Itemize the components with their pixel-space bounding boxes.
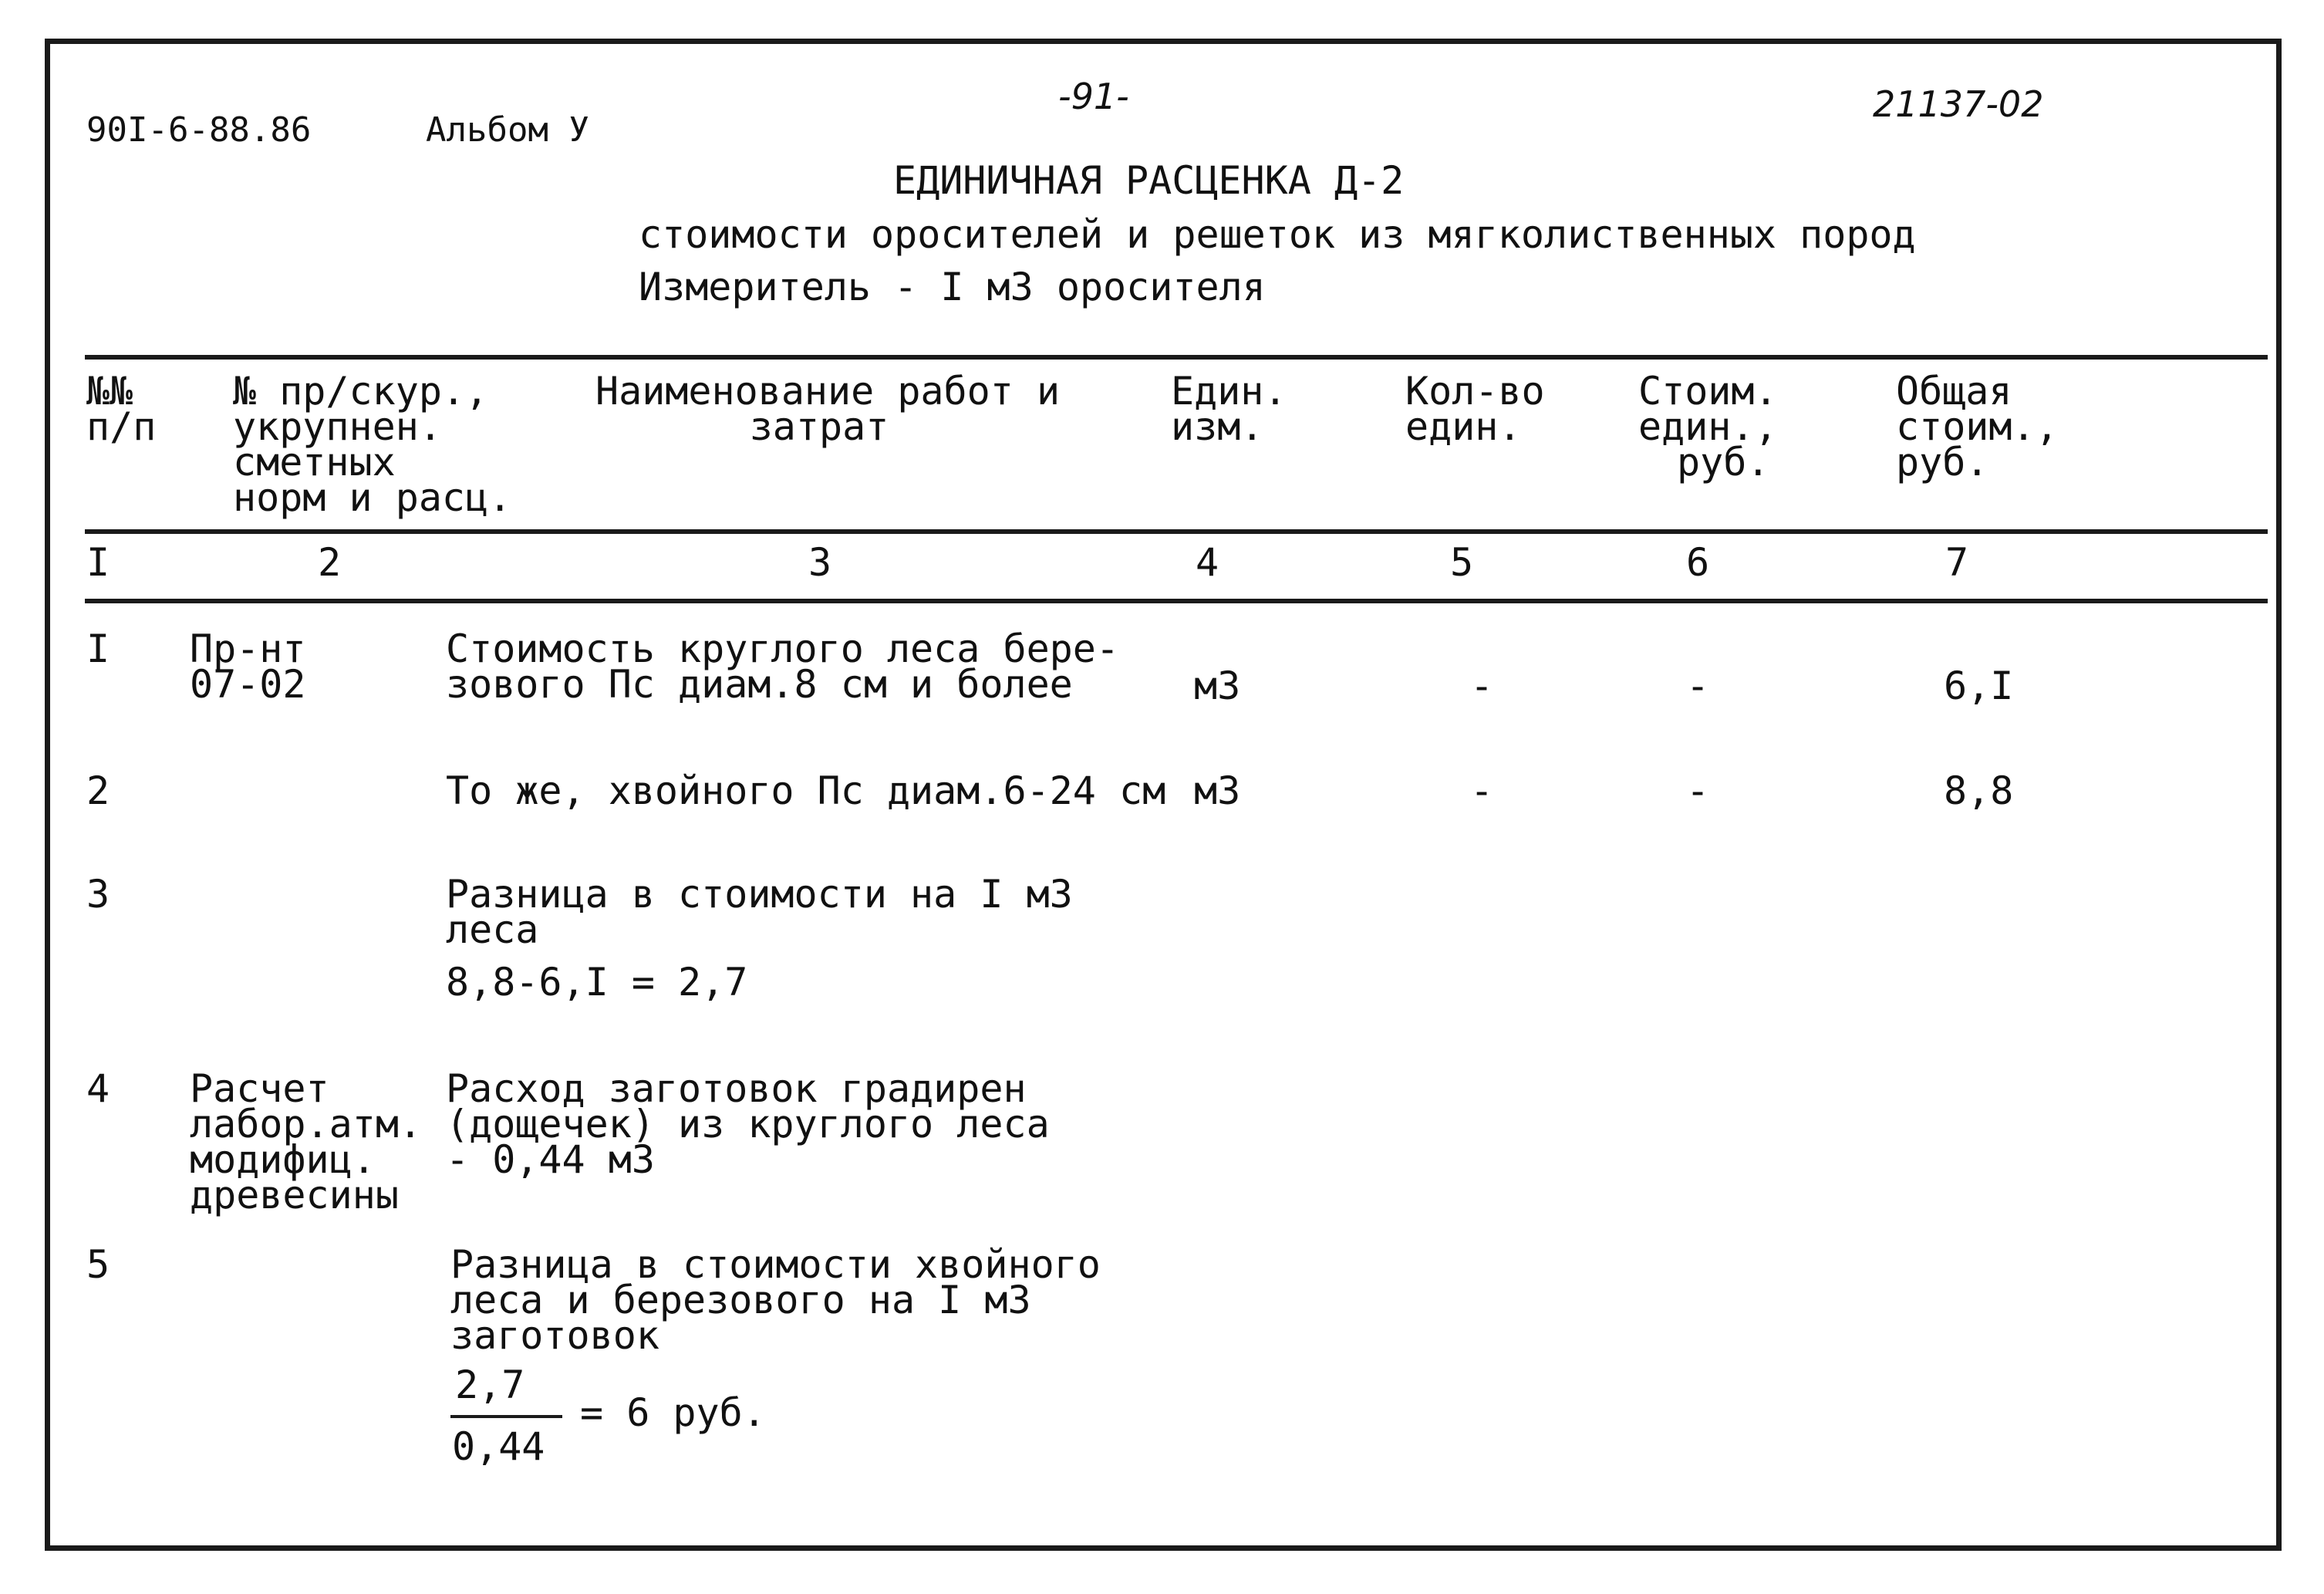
page-number: -91- bbox=[1058, 76, 1129, 117]
header-col-3: Наименование работ и затрат bbox=[595, 369, 1061, 449]
row-1-ref: Пр-нт 07-02 bbox=[190, 626, 306, 707]
row-3-name: Разница в стоимости на I м3 леса bbox=[446, 872, 1073, 952]
row-5-name: Разница в стоимости хвойного леса и березового на I м3 заготовок bbox=[450, 1242, 1101, 1358]
col-number-4: 4 bbox=[1196, 540, 1219, 585]
fraction-denominator: 0,44 bbox=[452, 1424, 545, 1469]
row-4-ref: Расчет лабор.атм. модифиц. древесины bbox=[190, 1066, 423, 1217]
header-col-7: Общая стоим., руб. bbox=[1896, 369, 2059, 485]
row-1-qty: - bbox=[1470, 664, 1494, 708]
row-1-total: 6,I bbox=[1944, 664, 2014, 708]
header-col-6: Стоим. един., руб. bbox=[1638, 369, 1778, 485]
row-2-num: 2 bbox=[86, 768, 110, 813]
col-number-7: 7 bbox=[1945, 540, 1969, 585]
row-5-num: 5 bbox=[86, 1242, 110, 1287]
fraction-bar bbox=[450, 1415, 562, 1418]
fraction-numerator: 2,7 bbox=[455, 1363, 525, 1407]
row-1-price: - bbox=[1686, 664, 1710, 708]
row-1-name: Стоимость круглого леса бере- зового Пс диам.8 см и более bbox=[446, 626, 1119, 707]
row-4-num: 4 bbox=[86, 1066, 110, 1111]
doc-title: ЕДИНИЧНАЯ РАСЦЕНКА Д-2 bbox=[893, 158, 1405, 203]
doc-code: 90I-6-88.86 bbox=[86, 110, 312, 150]
row-3-formula: 8,8-6,I = 2,7 bbox=[446, 960, 748, 1005]
header-bottom-rule bbox=[85, 529, 2268, 534]
table-top-rule bbox=[85, 355, 2268, 360]
col-number-3: 3 bbox=[808, 540, 832, 585]
header-col-2: № пр/скур., укрупнен. сметных норм и расц. bbox=[233, 369, 512, 520]
album-label: Альбом У bbox=[426, 110, 589, 150]
row-1-unit: м3 bbox=[1194, 664, 1241, 708]
row-3-num: 3 bbox=[86, 872, 110, 917]
row-2-total: 8,8 bbox=[1944, 768, 2014, 813]
col-number-2: 2 bbox=[318, 540, 342, 585]
col-number-5: 5 bbox=[1450, 540, 1474, 585]
doc-subtitle: стоимости оросителей и решеток из мягколиственных пород bbox=[639, 212, 1916, 257]
header-col-4: Един. изм. bbox=[1171, 369, 1287, 449]
row-1-num: I bbox=[86, 626, 110, 671]
reference-number: 21137-02 bbox=[1873, 83, 2044, 125]
fraction-result: = 6 руб. bbox=[580, 1390, 766, 1435]
col-number-6: 6 bbox=[1686, 540, 1710, 585]
header-col-1: №№ п/п bbox=[86, 369, 157, 449]
row-2-qty: - bbox=[1470, 768, 1494, 813]
row-2-name: То же, хвойного Пс диам.6-24 см bbox=[446, 768, 1166, 813]
row-4-name: Расход заготовок градирен (дощечек) из круглого леса - 0,44 м3 bbox=[446, 1066, 1050, 1182]
column-numbers-rule bbox=[85, 599, 2268, 603]
doc-measure: Измеритель - I м3 оросителя bbox=[639, 265, 1266, 309]
col-number-1: I bbox=[86, 540, 110, 585]
row-2-unit: м3 bbox=[1194, 768, 1241, 813]
row-2-price: - bbox=[1686, 768, 1710, 813]
row-5-fraction bbox=[450, 1363, 774, 1475]
header-col-5: Кол-во един. bbox=[1405, 369, 1545, 449]
